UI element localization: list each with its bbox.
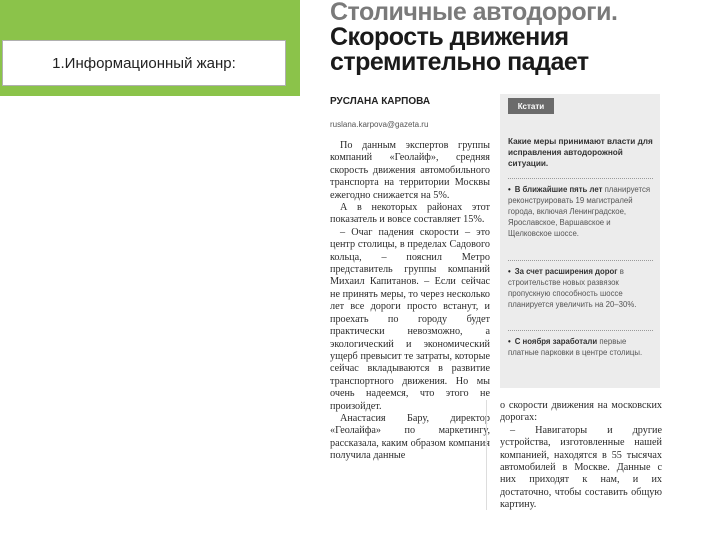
headline-line-3: стремительно падает: [330, 48, 589, 76]
article-column-right: [500, 400, 662, 512]
article-paragraph: Анастасия Бару, директор «Геолайфа» по маркетингу, рассказала, каким образом компания получила данные: [330, 412, 490, 462]
bullet-icon: •: [508, 185, 511, 194]
slide-label: 1.Информационный жанр:: [2, 40, 286, 86]
article-column-left: [330, 140, 490, 463]
sidebar-item-lead: За счет расширения дорог: [514, 267, 618, 276]
sidebar-item: [508, 336, 653, 358]
sidebar-divider: [508, 260, 653, 261]
article-headline: [330, 0, 670, 75]
article-paragraph: – Навигаторы и другие устройства, изготовленные нашей компанией, находятся в 55 тысячах автомобилей в Москве. Данные с них приходят к нам, и их достаточно, чтобы составить общую картину.: [500, 424, 662, 511]
slide-left-panel: [0, 96, 300, 540]
sidebar-question: Какие меры принимают власти для исправления автодорожной ситуации.: [508, 137, 653, 168]
sidebar-tag: Кстати: [508, 98, 554, 114]
sidebar-divider: [508, 330, 653, 331]
sidebar-item-lead: С ноября заработали: [514, 337, 598, 346]
sidebar-item-text: первые платные парковки в центре столицы.: [508, 337, 643, 357]
sidebar-item-text: в строительстве новых развязок пропускную способность шоссе планируется увеличить на 20–30%.: [508, 267, 637, 309]
author-email: ruslana.karpova@gazeta.ru: [330, 120, 429, 129]
newspaper-article: [300, 0, 720, 540]
bullet-icon: •: [508, 267, 511, 276]
sidebar-item-lead: В ближайшие пять лет: [514, 185, 603, 194]
sidebar-item: [508, 266, 653, 310]
sidebar-item: [508, 184, 653, 239]
headline-line-2: Скорость движения: [330, 23, 569, 51]
sidebar-box: [500, 94, 660, 388]
article-paragraph: По данным экспертов группы компаний «Геолайф», средняя скорость движения автомобильного транспорта на территории Москвы ежегодно снижается на 5%.: [330, 140, 490, 201]
article-paragraph: о скорости движения на московских дорогах:: [500, 400, 662, 424]
column-rule: [486, 400, 497, 510]
bullet-icon: •: [508, 337, 511, 346]
sidebar-divider: [508, 178, 653, 179]
sidebar-item-text: планируется реконструировать 19 магистралей города, включая Ленинградское, Ярославское, Варшавское и Щелковское шоссе.: [508, 185, 651, 238]
headline-line-1: Столичные автодороги.: [330, 0, 618, 26]
article-paragraph: – Очаг падения скорости – это центр столицы, в пределах Садового кольца, – пояснил Метро представитель группы компаний Михаил Капитанов. – Если сейчас не принять меры, то через несколько лет все дороги просто встанут, и проехать по городу будет практически невозможно, а экологический и экономический ущерб превысит те затраты, которые сейчас вкладываются в развитие транспортного движения. Но мы очень надеемся, что этого не произойдет.: [330, 226, 490, 412]
article-author: РУСЛАНА КАРПОВА: [330, 96, 431, 107]
article-paragraph: А в некоторых районах этот показатель и вовсе составляет 15%.: [330, 202, 490, 226]
